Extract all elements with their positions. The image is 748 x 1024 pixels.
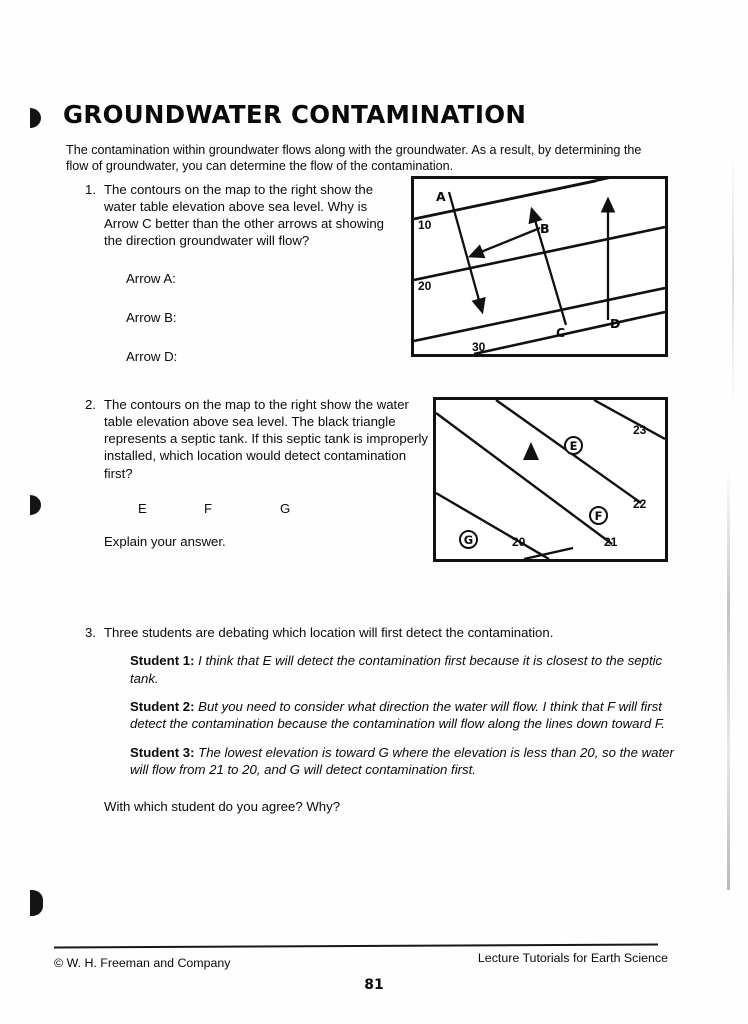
map1-arrow-label-c: C <box>556 325 566 340</box>
copyright-notice: © W. H. Freeman and Company <box>54 956 231 970</box>
scan-edge-artifact <box>727 470 730 890</box>
intro-paragraph: The contamination within groundwater flows along with the groundwater. As a result, by determining the flow of groundwater, you can determine the flow of the contamination. <box>66 142 642 174</box>
binding-hole-icon <box>30 108 41 128</box>
scan-edge-artifact <box>732 150 734 410</box>
question-3-text: Three students are debating which location will first detect the contamination. <box>104 625 554 640</box>
map2-contour-label-20: 20 <box>512 535 526 549</box>
question-2-choices <box>138 500 434 517</box>
student-1-text: I think that E will detect the contamination first because it is closest to the septic tank. <box>130 653 663 686</box>
map1-contour-label-20: 20 <box>418 279 432 293</box>
student-3-quote <box>130 744 674 779</box>
student-1-label: Student 1: <box>130 653 195 669</box>
site-marker-f[interactable]: F <box>589 506 608 525</box>
map2-contour-label-23: 23 <box>633 423 647 437</box>
page-title: GROUNDWATER CONTAMINATION <box>63 100 527 130</box>
student-3-text: The lowest elevation is toward G where the elevation is less than 20, so the water will flow from 21 to 20, and G will detect contamination first. <box>130 744 674 778</box>
contour-map-1 <box>411 176 668 357</box>
contour-map-1-svg <box>414 179 665 354</box>
question-2-text: The contours on the map to the right show the water table elevation above sea level. The black triangle represents a septic tank. If this septic tank is improperly installed, which location would detect contamination first? <box>104 397 428 481</box>
map1-arrow-label-d: D <box>610 316 621 331</box>
question-3-number: 3. <box>85 625 96 640</box>
map1-arrow-label-a: A <box>436 189 446 204</box>
page-number: 81 <box>364 977 384 993</box>
student-2-text: But you need to consider what direction the water will flow. I think that F will first detect the contamination because the contamination will flow along the lines down toward F. <box>130 699 665 732</box>
choice-f[interactable]: F <box>204 500 213 516</box>
answer-blank-arrow-d[interactable]: Arrow D: <box>126 348 178 364</box>
map1-arrow-label-b: B <box>540 221 550 236</box>
site-marker-e[interactable]: E <box>564 436 583 455</box>
footer-divider <box>54 944 658 949</box>
student-2-quote <box>130 698 674 733</box>
map1-contour-label-30: 30 <box>472 340 486 354</box>
map2-contour-label-21: 21 <box>604 535 618 549</box>
question-1-text: The contours on the map to the right show the water table elevation above sea level. Why is Arrow C better than the other arrows at showing the direction groundwater will flow? <box>104 182 385 249</box>
choice-e[interactable]: E <box>138 500 147 516</box>
question-1 <box>74 181 404 365</box>
choice-g[interactable]: G <box>280 500 291 516</box>
contour-map-2 <box>433 397 668 562</box>
arrow-b <box>471 228 540 256</box>
site-marker-g[interactable]: G <box>459 530 478 549</box>
question-2-number: 2. <box>85 397 96 412</box>
series-title: Lecture Tutorials for Earth Science <box>477 951 668 965</box>
question-3-prompt[interactable]: With which student do you agree? Why? <box>104 798 341 814</box>
map2-contour-label-22: 22 <box>633 497 647 511</box>
arrow-a <box>449 192 482 311</box>
student-2-label: Student 2: <box>130 699 195 714</box>
question-2 <box>74 396 434 550</box>
binding-hole-icon <box>30 495 41 515</box>
answer-blank-arrow-a[interactable]: Arrow A: <box>126 270 176 286</box>
answer-blank-arrow-b[interactable]: Arrow B: <box>126 309 177 325</box>
binding-hole-icon <box>30 890 43 916</box>
map1-contour-label-10: 10 <box>418 218 432 232</box>
question-2-explain-prompt[interactable]: Explain your answer. <box>104 533 226 549</box>
question-3 <box>74 624 674 815</box>
question-1-number: 1. <box>85 182 96 197</box>
septic-tank-icon <box>523 442 539 460</box>
student-3-label: Student 3: <box>130 744 195 760</box>
student-1-quote <box>130 652 674 687</box>
